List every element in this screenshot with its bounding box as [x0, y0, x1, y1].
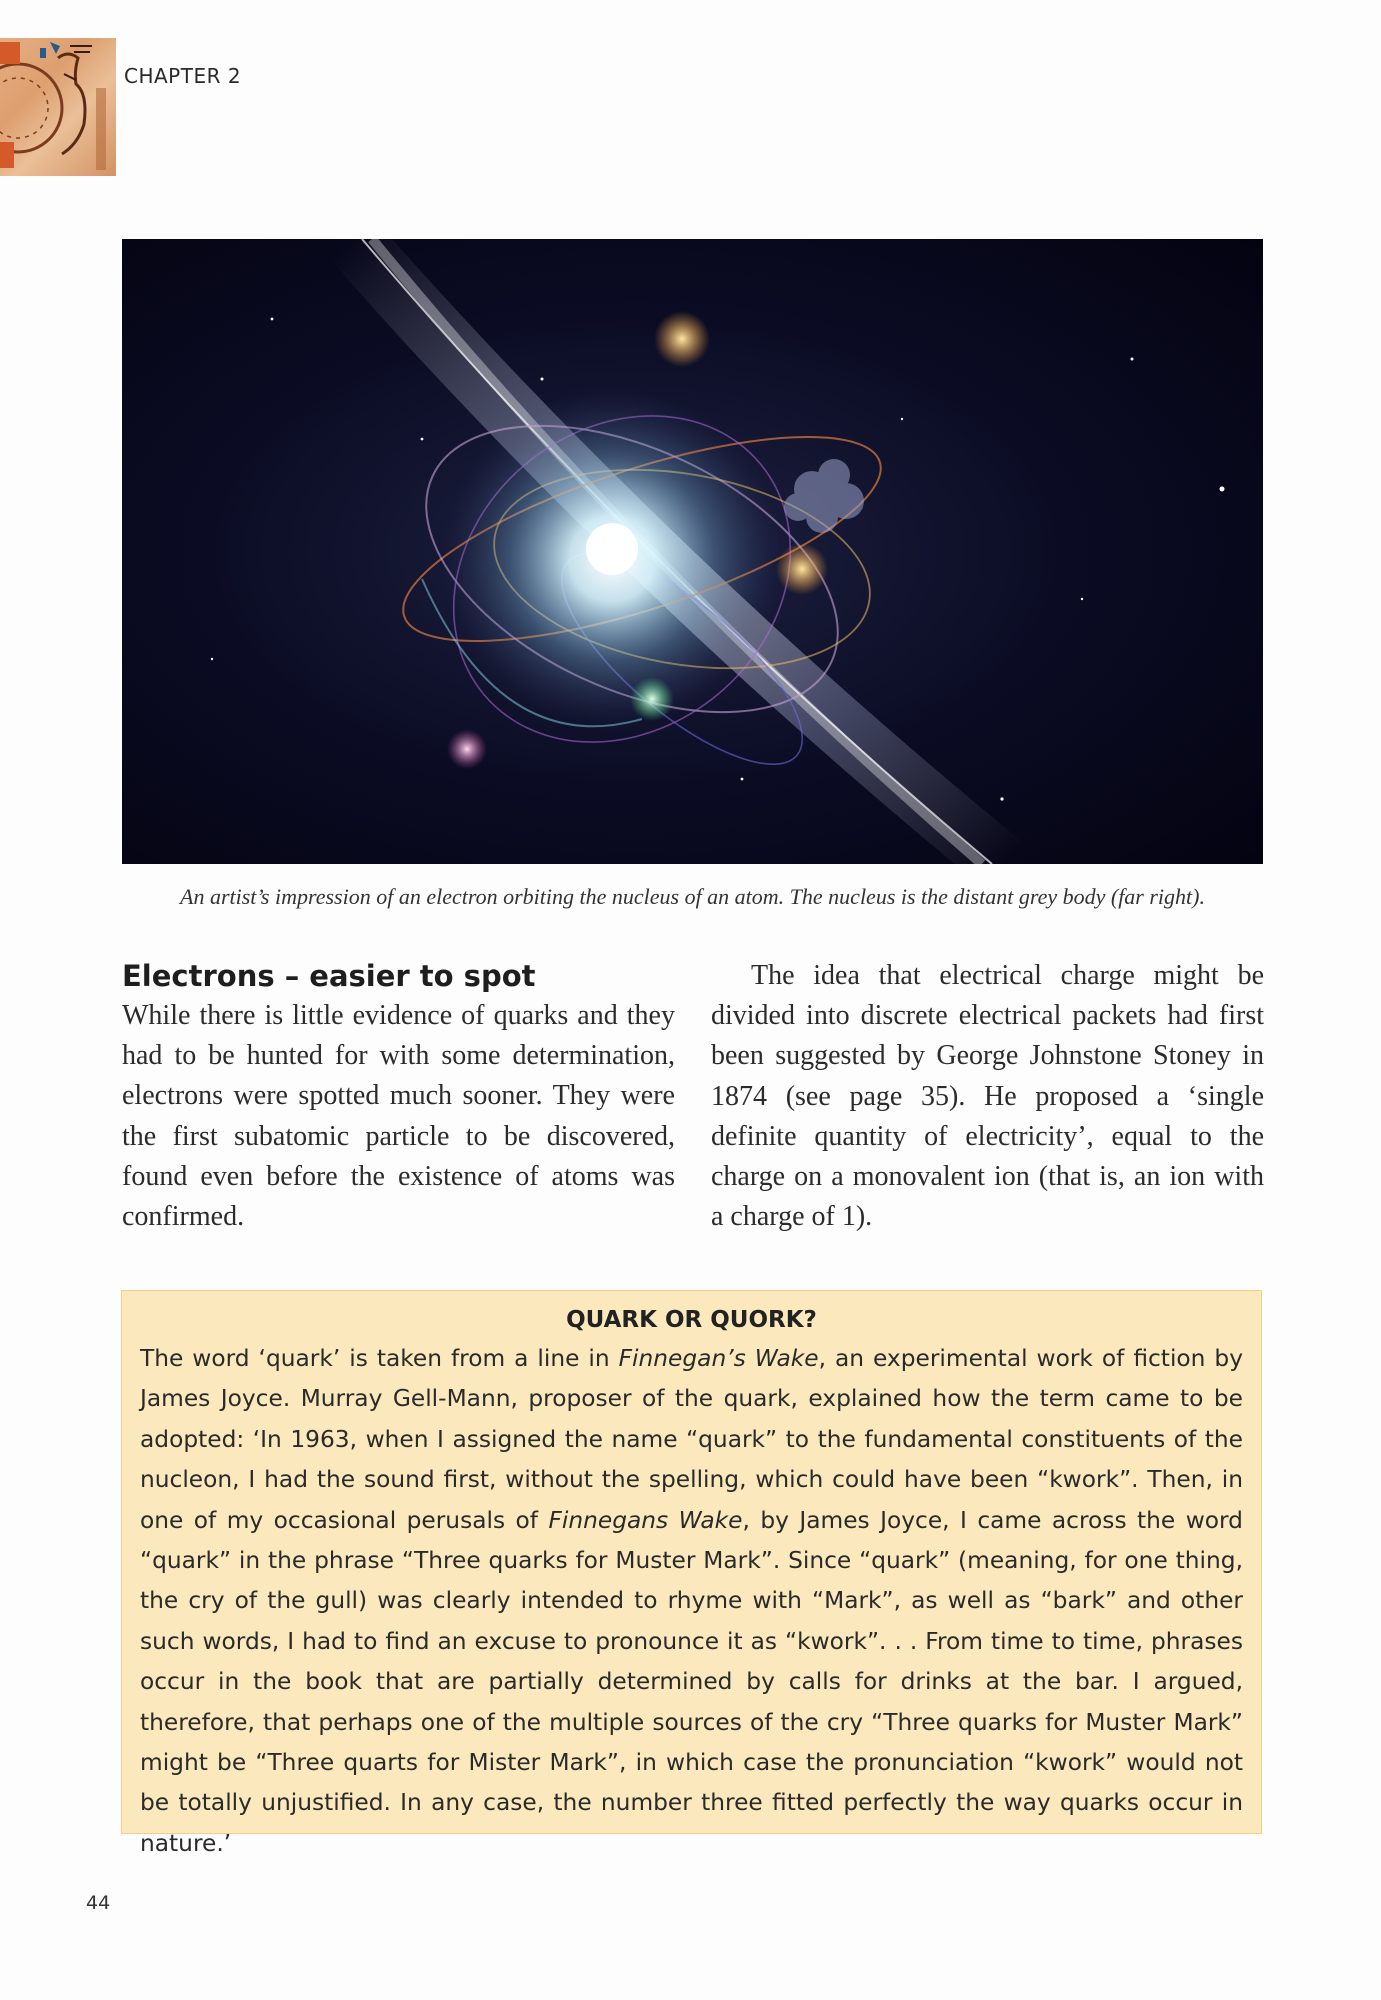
sidebar-work-title-1: Finnegan’s Wake: [618, 1345, 819, 1372]
sidebar-body: [140, 1339, 1243, 1864]
egyptian-papyrus-illustration: [0, 38, 116, 176]
figure-caption: An artist’s impression of an electron orbiting the nucleus of an atom. The nucleus is the distant grey body (far right).: [180, 884, 1205, 909]
left-column: [122, 956, 675, 1237]
sidebar-title: QUARK OR QUORK?: [566, 1307, 817, 1333]
papyrus-art: [0, 38, 116, 176]
section-heading: Electrons – easier to spot: [122, 959, 536, 993]
chapter-label: CHAPTER 2: [124, 64, 242, 88]
left-paragraph: While there is little evidence of quarks and they had to be hunted for with some determination, electrons were spotted much sooner. They were the first subatomic particle to be discovered, found even before the existence of atoms was confirmed.: [122, 1000, 675, 1233]
sidebar-text-2: , an experimental work of fiction by James Joyce. Murray Gell-Mann, proposer of the quark, explained how the term came to be adopted: ‘In 1963, when I assigned the name “quark” to the fundamental constituents of the nucleon, I had the sound first, without the spelling, which could have been “kwork”. Then, in one of my occasional perusals of: [140, 1345, 1243, 1534]
right-paragraph: The idea that electrical charge might be divided into discrete electrical packets had first been suggested by George Johnstone Stoney in 1874 (see page 35). He proposed a ‘single definite quantity of electricity’, equal to the charge on a monovalent ion (that is, an ion with a charge of 1).: [711, 960, 1264, 1233]
sidebar-text-1: The word ‘quark’ is taken from a line in: [140, 1345, 619, 1372]
right-column: [711, 956, 1264, 1237]
sidebar-text-3: , by James Joyce, I came across the word “quark” in the phrase “Three quarks for Muster Mark”. Since “quark” (meaning, for one thing, the cry of the gull) was clearly intended to rhyme with “Mark”, as well as “bark” and other such words, I had to find an excuse to pronounce it as “kwork”. . . From time to time, phrases occur in the book that are partially determined by calls for drinks at the bar. I argued, therefore, that perhaps one of the multiple sources of the cry “Three quarks for Muster Mark” might be “Three quarts for Mister Mark”, in which case the pronunciation “kwork” would not be totally unjustified. In any case, the number three fitted perfectly the way quarks occur in nature.’: [140, 1506, 1243, 1857]
page-number: 44: [86, 1892, 111, 1914]
quark-sidebar-box: [121, 1290, 1262, 1857]
electron-orbit-image: [122, 239, 1263, 864]
atom-illustration: [122, 239, 1263, 864]
sidebar-work-title-2: Finnegans Wake: [548, 1506, 743, 1534]
